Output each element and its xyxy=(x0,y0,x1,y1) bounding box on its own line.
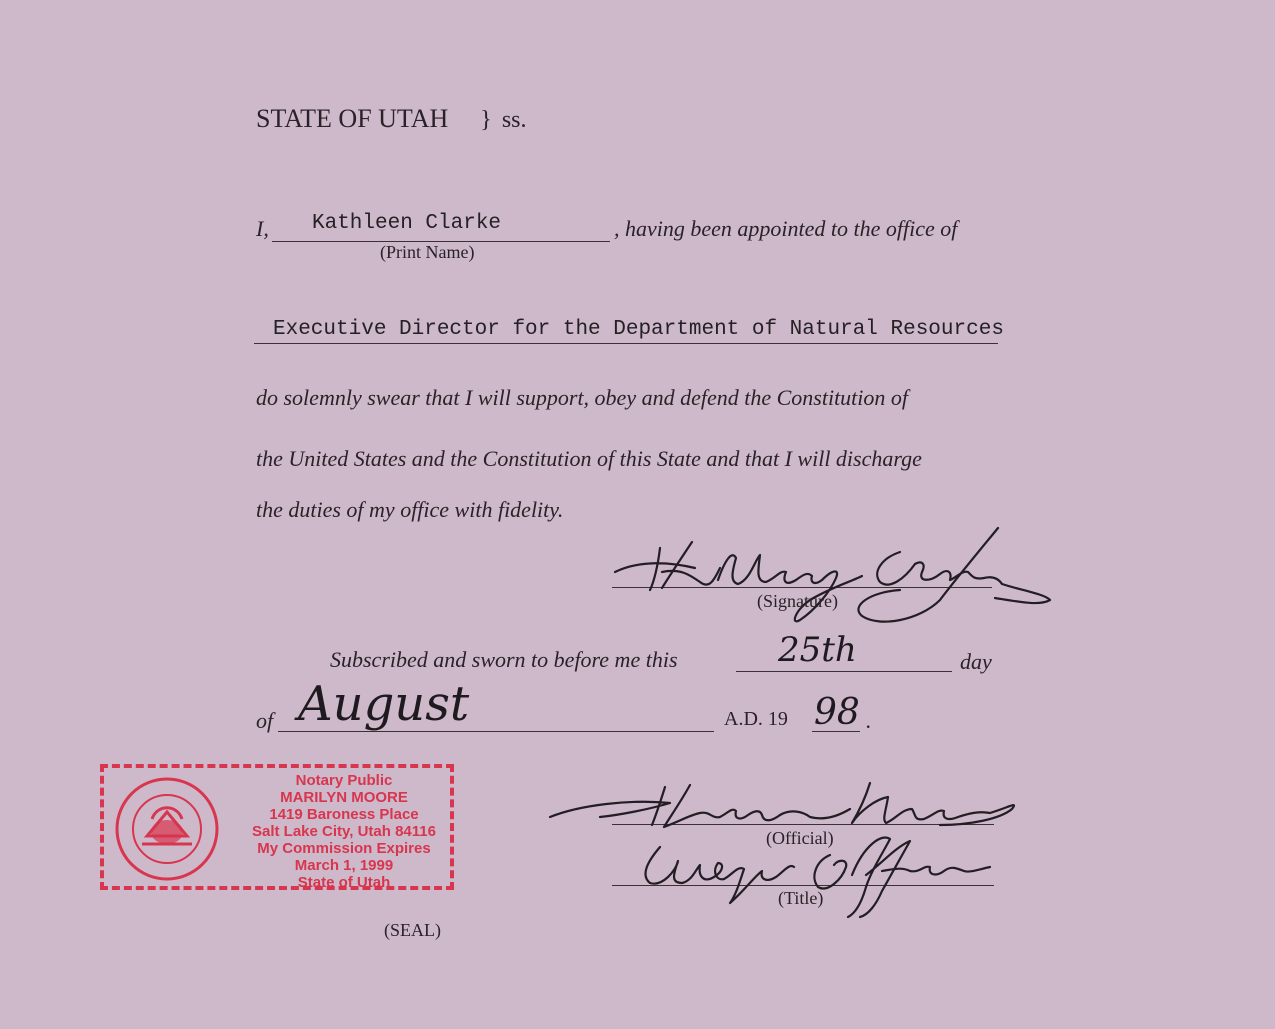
ad-label: A.D. 19 xyxy=(724,708,788,730)
of-label: of xyxy=(256,708,274,733)
state-seal-icon xyxy=(112,774,222,884)
office-value: Executive Director for the Department of Natural Resources xyxy=(273,318,1004,341)
stamp-line-2: MARILYN MOORE xyxy=(280,789,408,806)
title-caption: (Title) xyxy=(778,888,824,908)
notary-stamp xyxy=(100,764,454,890)
stamp-line-1: Notary Public xyxy=(295,772,393,789)
oath-prefix: I, xyxy=(256,216,269,241)
state-name: STATE OF UTAH xyxy=(256,104,449,133)
period: . xyxy=(866,708,872,733)
seal-label: (SEAL) xyxy=(384,920,441,940)
oath-line-1: do solemnly swear that I will support, obey and defend the Constitution of xyxy=(256,385,909,410)
oath-line-2: the United States and the Constitution of this State and that I will discharge xyxy=(256,446,922,471)
jurisdiction-heading xyxy=(256,104,527,134)
year-value: 98 xyxy=(814,692,860,733)
stamp-line-3: 1419 Baroness Place xyxy=(269,806,419,823)
day-value: 25th xyxy=(778,630,857,670)
print-name-caption: (Print Name) xyxy=(380,242,475,262)
brace: } xyxy=(480,107,492,133)
stamp-line-7: State of Utah xyxy=(297,874,391,891)
official-caption: (Official) xyxy=(766,828,834,848)
day-label: day xyxy=(960,649,992,674)
print-name-value: Kathleen Clarke xyxy=(312,212,502,235)
stamp-line-4: Salt Lake City, Utah 84116 xyxy=(252,823,436,840)
month-value: August xyxy=(298,676,470,732)
stamp-line-5: My Commission Expires xyxy=(257,840,431,857)
affiant-signature xyxy=(600,520,1060,630)
appointed-text: , having been appointed to the office of xyxy=(614,216,958,241)
stamp-line-6: March 1, 1999 xyxy=(294,857,394,874)
ss-label: ss. xyxy=(501,107,527,133)
signature-caption: (Signature) xyxy=(757,591,838,611)
oath-line-3: the duties of my office with fidelity. xyxy=(256,497,564,522)
subscribed-text: Subscribed and sworn to before me this xyxy=(330,647,678,672)
